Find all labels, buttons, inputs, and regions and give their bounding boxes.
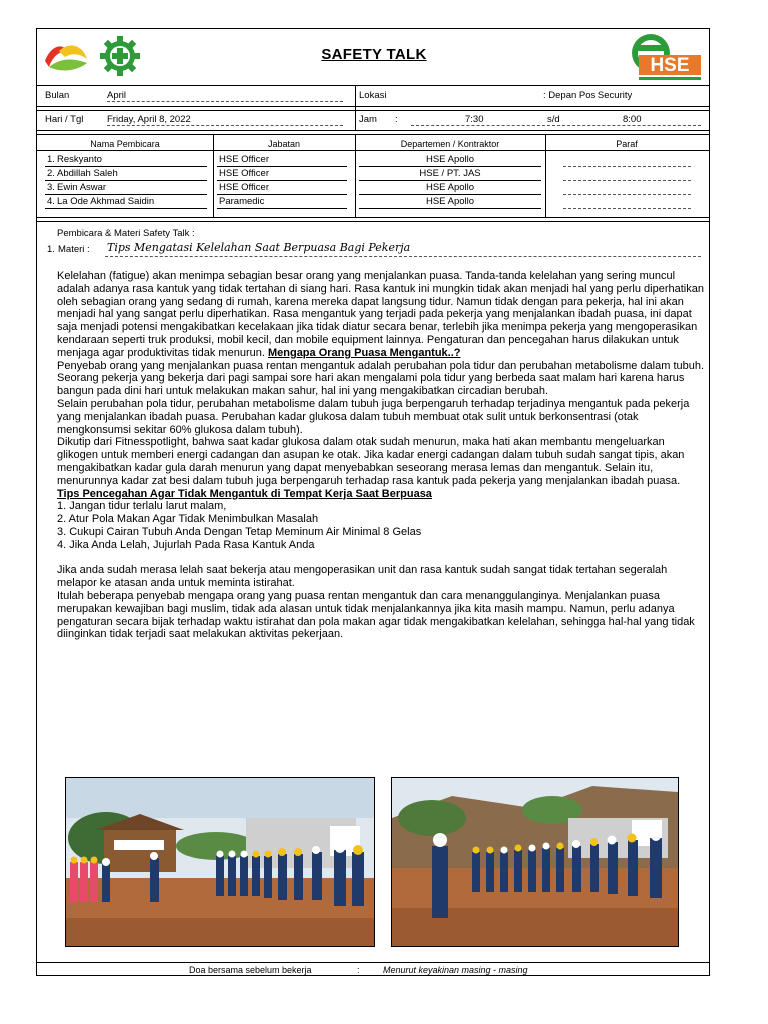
jam-start: 7:30 bbox=[465, 114, 484, 125]
speaker-dept: HSE Apollo bbox=[425, 154, 475, 165]
row-number: 1. bbox=[47, 154, 55, 165]
tanggal-value: Friday, April 8, 2022 bbox=[107, 114, 343, 126]
document-frame bbox=[36, 28, 710, 976]
tanggal-label: Hari / Tgl bbox=[45, 114, 84, 125]
jam-label: Jam bbox=[359, 114, 377, 125]
row-number: 2. bbox=[47, 168, 55, 179]
materi-number: 1. bbox=[47, 244, 55, 255]
list-item: 3. Cukupi Cairan Tubuh Anda Dengan Tetap Meminum Air Minimal 8 Gelas bbox=[57, 525, 422, 538]
header-jabatan: Jabatan bbox=[267, 139, 301, 149]
header-departemen: Departemen / Kontraktor bbox=[400, 139, 500, 149]
list-item: 2. Atur Pola Makan Agar Tidak Menimbulkan Masalah bbox=[57, 513, 319, 526]
paragraph: Penyebab orang yang menjalankan puasa rentan mengantuk adalah perubahan pola tidur dan perubahan metabolisme dalam tubuh. Seorang pekerja yang bekerja dari pagi sampai sore hari akan mengalami pola tidur yang berbeda saat malam hari karena harus bangun pada dini hari untuk melakukan makan sahur, hal ini yang mengakibatkan circadian berubah. bbox=[57, 359, 705, 398]
speaker-jabatan: Paramedic bbox=[219, 196, 265, 207]
header-nama: Nama Pembicara bbox=[90, 139, 160, 149]
jam-end: 8:00 bbox=[623, 114, 642, 125]
paraf-line bbox=[563, 194, 691, 195]
footer-colon: : bbox=[357, 965, 360, 975]
materi-label: Materi : bbox=[58, 244, 90, 255]
speaker-name: Abdillah Saleh bbox=[57, 168, 118, 179]
paraf-line bbox=[563, 166, 691, 167]
paragraph: Selain perubahan pola tidur, perubahan metabolisme dalam tubuh juga berpengaruh terhadap terjadinya mengantuk pada pekerja yang menjalankan ibadah puasa. Perubahan kadar glukosa dalam tubuh membuat otak sulit untuk berkonsentrasi (otak mengkonsumsi sekitar 60% glukosa dalam tubuh). bbox=[57, 397, 690, 436]
jam-sd: s/d bbox=[547, 114, 560, 125]
speaker-jabatan: HSE Officer bbox=[219, 182, 269, 193]
list-item: 4. Jika Anda Lelah, Jujurlah Pada Rasa Kantuk Anda bbox=[57, 538, 315, 551]
bulan-value: April bbox=[107, 90, 343, 102]
paragraph: Kelelahan (fatigue) akan menimpa sebagian besar orang yang menjalankan puasa. Tanda-tanda kelelahan yang sering muncul adalah adanya rasa kantuk yang tidak tertahan di siang hari. Rasa kantuk ini mungkin tidak akan menjadi hal yang perlu diperhatikan oleh sebagian orang yang sedang di rumah, karena mereka dapat langsung tidur. Namun tidak dengan para pekerja, hal ini akan menjadi hal yang sangat perlu diperhatikan. Rasa mengantuk yang terjadi pada pekerja yang menjalankan ibadah puasa, ini dapat saja menjadi potensi mengakibatkan kecelakaan jika tidak diatur secara benar, terlebih jika menimpa pekerja yang mengoperasikan kendaraan seperti truk produksi, mobil kecil, dan mobile equipment lainnya. Pengaturan dan pencegahan harus dilakukan untuk menjaga agar produktivitas tidak menurun. Mengapa Orang Puasa Mengantuk..? bbox=[57, 270, 704, 359]
paraf-line bbox=[563, 180, 691, 181]
lokasi-label: Lokasi bbox=[359, 90, 387, 101]
paraf-line bbox=[563, 208, 691, 209]
speaker-jabatan: HSE Officer bbox=[219, 168, 269, 179]
paragraph: Jika anda sudah merasa lelah saat bekerja atau mengoperasikan unit dan rasa kantuk sudah sangat tidak tertahan segeralah melapor ke atasan anda untuk meminta istirahat. bbox=[57, 564, 668, 590]
hse-logo bbox=[623, 31, 703, 85]
speaker-name: Reskyanto bbox=[57, 154, 102, 165]
section-heading: Tips Pencegahan Agar Tidak Mengantuk di Tempat Kerja Saat Berpuasa bbox=[57, 487, 432, 500]
row-number: 3. bbox=[47, 182, 55, 193]
jam-colon: : bbox=[395, 114, 398, 125]
speaker-jabatan: HSE Officer bbox=[219, 154, 269, 165]
page-title: SAFETY TALK bbox=[321, 46, 427, 63]
list-item: 1. Jangan tidur terlalu larut malam, bbox=[57, 500, 227, 513]
svg-text:HSE: HSE bbox=[650, 55, 690, 76]
paragraph: Dikutip dari Fitnesspotlight, bahwa saat kadar glukosa dalam otak sudah menurun, maka hati akan membantu mengeluarkan glikogen untuk memberi energi cadangan dan asupan ke otak. Jika kadar energi cadangan dalam tubuh sudah sangat tipis, akan mengakibatkan kadar gula darah menurun yang dapat menyebabkan seseorang merasa lemas dan mengantuk. Selain itu, menurunnya kadar zat besi dalam tubuh juga berpengaruh terhadap rasa kantuk pada pekerja yang menjalankan ibadah puasa. bbox=[57, 436, 685, 487]
materi-topic: Tips Mengatasi Kelelahan Saat Berpuasa Bagi Pekerja bbox=[107, 241, 411, 254]
row-number: 4. bbox=[47, 196, 55, 207]
lokasi-value: : Depan Pos Security bbox=[543, 90, 633, 101]
header-paraf: Paraf bbox=[616, 139, 638, 149]
photo-safety-briefing-1 bbox=[65, 777, 375, 947]
speaker-name: La Ode Akhmad Saidin bbox=[57, 196, 155, 207]
materi-section-label: Pembicara & Materi Safety Talk : bbox=[57, 228, 195, 239]
footer-label: Doa bersama sebelum bekerja bbox=[189, 965, 312, 975]
section-heading: Mengapa Orang Puasa Mengantuk..? bbox=[267, 346, 461, 359]
speaker-name: Ewin Aswar bbox=[57, 182, 107, 193]
speaker-dept: HSE / PT. JAS bbox=[419, 168, 481, 179]
photo-safety-briefing-2 bbox=[391, 777, 679, 947]
paragraph: Itulah beberapa penyebab mengapa orang yang puasa rentan mengantuk dan cara menanggulanginya. Menjalankan puasa merupakan kewajiban bagi muslim, tidak ada alasan untuk tidak menjalankannya jika kita masih mampu. Namun, perlu adanya pengaturan secara bijak terhadap waktu istirahat dan pola makan agar tidak mengakibatkan kelelahan, sehingga hal-hal yang tidak diinginkan tidak terjadi saat melakukan aktivitas pekerjaan. bbox=[57, 589, 695, 641]
speaker-dept: HSE Apollo bbox=[425, 196, 475, 207]
article-body bbox=[57, 270, 707, 641]
speaker-dept: HSE Apollo bbox=[425, 182, 475, 193]
footer-value: Menurut keyakinan masing - masing bbox=[383, 965, 528, 975]
bulan-label: Bulan bbox=[45, 90, 70, 101]
